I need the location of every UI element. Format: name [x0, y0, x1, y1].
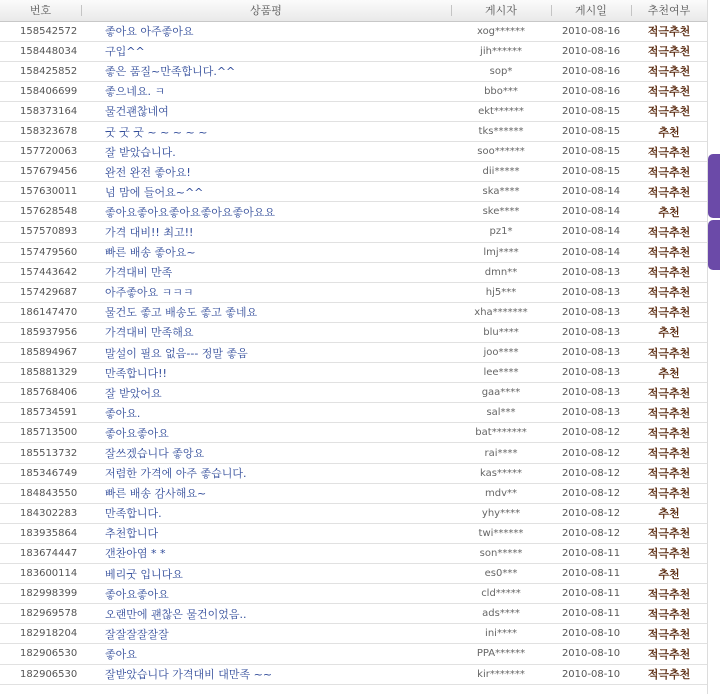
- table-row: [0, 644, 707, 664]
- review-number: 158425852: [0, 61, 81, 81]
- side-tab-bottom[interactable]: [708, 220, 720, 270]
- review-date: 2010-08-13: [551, 343, 631, 363]
- review-number: 185713500: [0, 423, 81, 443]
- review-number: 158373164: [0, 101, 81, 121]
- review-writer: ska****: [451, 182, 551, 202]
- review-title-link[interactable]: 구입^^: [81, 41, 451, 61]
- recommend-status: 적극추천: [631, 262, 707, 282]
- side-tab-top[interactable]: [708, 154, 720, 218]
- review-date: 2010-08-10: [551, 664, 631, 684]
- review-title-link[interactable]: 빠른 배송 감사해요~: [81, 483, 451, 503]
- review-title-link[interactable]: 갠찬아염 * *: [81, 543, 451, 563]
- review-date: 2010-08-13: [551, 383, 631, 403]
- recommend-status: 적극추천: [631, 101, 707, 121]
- review-date: 2010-08-14: [551, 202, 631, 222]
- review-date: 2010-08-15: [551, 101, 631, 121]
- recommend-status: 적극추천: [631, 423, 707, 443]
- recommend-status: 적극추천: [631, 463, 707, 483]
- table-row: [0, 101, 707, 121]
- review-title-link[interactable]: 잘받았습니다 가격대비 대만족 ~~: [81, 664, 451, 684]
- review-date: 2010-08-12: [551, 443, 631, 463]
- side-tab-group: [708, 154, 720, 272]
- recommend-status: 적극추천: [631, 483, 707, 503]
- review-number: 185734591: [0, 403, 81, 423]
- review-title-link[interactable]: 완전 완전 좋아요!: [81, 162, 451, 182]
- review-title-link[interactable]: 넘 맘에 들어요~^^: [81, 182, 451, 202]
- review-table-body: [0, 21, 707, 684]
- recommend-status: 적극추천: [631, 182, 707, 202]
- table-row: [0, 262, 707, 282]
- review-writer: mdv**: [451, 483, 551, 503]
- review-number: 182969578: [0, 604, 81, 624]
- review-date: 2010-08-12: [551, 503, 631, 523]
- review-number: 157443642: [0, 262, 81, 282]
- table-row: [0, 282, 707, 302]
- table-row: [0, 503, 707, 523]
- review-number: 157628548: [0, 202, 81, 222]
- review-writer: twi******: [451, 523, 551, 543]
- recommend-status: 추천: [631, 564, 707, 584]
- review-writer: xha*******: [451, 302, 551, 322]
- table-row: [0, 61, 707, 81]
- review-number: 183935864: [0, 523, 81, 543]
- review-date: 2010-08-15: [551, 142, 631, 162]
- review-title-link[interactable]: 좋아요.: [81, 403, 451, 423]
- review-number: 185881329: [0, 363, 81, 383]
- review-title-link[interactable]: 굿 굿 굿 ~ ~ ~ ~ ~: [81, 121, 451, 141]
- column-header-number: 번호: [0, 0, 81, 21]
- review-title-link[interactable]: 빠른 배송 좋아요~: [81, 242, 451, 262]
- recommend-status: 적극추천: [631, 81, 707, 101]
- review-date: 2010-08-15: [551, 121, 631, 141]
- table-row: [0, 363, 707, 383]
- review-number: 182918204: [0, 624, 81, 644]
- review-table-header: [0, 0, 707, 21]
- review-writer: lmj****: [451, 242, 551, 262]
- review-number: 157679456: [0, 162, 81, 182]
- review-writer: es0***: [451, 564, 551, 584]
- review-date: 2010-08-12: [551, 483, 631, 503]
- review-writer: ini****: [451, 624, 551, 644]
- review-date: 2010-08-13: [551, 302, 631, 322]
- table-row: [0, 222, 707, 242]
- review-title-link[interactable]: 좋아요: [81, 644, 451, 664]
- review-title-link[interactable]: 베리굿 입니다요: [81, 564, 451, 584]
- review-date: 2010-08-13: [551, 322, 631, 342]
- review-date: 2010-08-10: [551, 644, 631, 664]
- review-writer: sal***: [451, 403, 551, 423]
- review-writer: hj5***: [451, 282, 551, 302]
- review-date: 2010-08-12: [551, 423, 631, 443]
- table-row: [0, 182, 707, 202]
- review-writer: lee****: [451, 363, 551, 383]
- review-date: 2010-08-10: [551, 624, 631, 644]
- review-number: 186147470: [0, 302, 81, 322]
- recommend-status: 적극추천: [631, 162, 707, 182]
- recommend-status: 적극추천: [631, 403, 707, 423]
- review-writer: tks******: [451, 121, 551, 141]
- review-number: 158323678: [0, 121, 81, 141]
- review-writer: kir*******: [451, 664, 551, 684]
- review-date: 2010-08-14: [551, 242, 631, 262]
- table-row: [0, 423, 707, 443]
- recommend-status: 적극추천: [631, 383, 707, 403]
- table-row: [0, 41, 707, 61]
- table-row: [0, 443, 707, 463]
- review-number: 185513732: [0, 443, 81, 463]
- review-date: 2010-08-15: [551, 162, 631, 182]
- column-header-review: 상품평: [81, 0, 451, 21]
- review-title-link[interactable]: 잘 받았습니다.: [81, 142, 451, 162]
- review-number: 182906530: [0, 644, 81, 664]
- review-title-link[interactable]: 말설이 필요 없음--- 정말 좋음: [81, 343, 451, 363]
- table-row: [0, 162, 707, 182]
- recommend-status: 적극추천: [631, 21, 707, 41]
- column-header-writer: 게시자: [451, 0, 551, 21]
- review-number: 157630011: [0, 182, 81, 202]
- review-date: 2010-08-14: [551, 222, 631, 242]
- table-row: [0, 624, 707, 644]
- recommend-status: 적극추천: [631, 543, 707, 563]
- recommend-status: 적극추천: [631, 664, 707, 684]
- review-date: 2010-08-13: [551, 403, 631, 423]
- review-title-link[interactable]: 만족합니다!!: [81, 363, 451, 383]
- review-writer: PPA******: [451, 644, 551, 664]
- review-title-link[interactable]: 좋아요좋아요: [81, 423, 451, 443]
- review-writer: yhy****: [451, 503, 551, 523]
- review-writer: ads****: [451, 604, 551, 624]
- review-title-link[interactable]: 좋으네요. ㅋ: [81, 81, 451, 101]
- review-title-link[interactable]: 추천합니다: [81, 523, 451, 543]
- review-number: 183600114: [0, 564, 81, 584]
- table-row: [0, 81, 707, 101]
- review-title-link[interactable]: 좋아요 아주좋아요: [81, 21, 451, 41]
- recommend-status: 적극추천: [631, 242, 707, 262]
- table-row: [0, 523, 707, 543]
- review-number: 157479560: [0, 242, 81, 262]
- recommend-status: 적극추천: [631, 222, 707, 242]
- header-row: [0, 0, 707, 21]
- review-title-link[interactable]: 물건괜찮네여: [81, 101, 451, 121]
- table-row: [0, 322, 707, 342]
- review-number: 185346749: [0, 463, 81, 483]
- review-date: 2010-08-14: [551, 182, 631, 202]
- table-row: [0, 403, 707, 423]
- recommend-status: 적극추천: [631, 584, 707, 604]
- review-title-link[interactable]: 좋은 품질~만족합니다.^^: [81, 61, 451, 81]
- table-row: [0, 302, 707, 322]
- table-row: [0, 142, 707, 162]
- review-writer: ekt******: [451, 101, 551, 121]
- review-number: 185768406: [0, 383, 81, 403]
- review-title-link[interactable]: 잘잘잘잘잘잘: [81, 624, 451, 644]
- review-title-link[interactable]: 가격대비 만족해요: [81, 322, 451, 342]
- content-edge-divider: [707, 0, 708, 694]
- review-number: 182906530: [0, 664, 81, 684]
- column-header-date: 게시일: [551, 0, 631, 21]
- table-row: [0, 564, 707, 584]
- review-number: 158448034: [0, 41, 81, 61]
- review-writer: xog******: [451, 21, 551, 41]
- review-date: 2010-08-11: [551, 564, 631, 584]
- table-row: [0, 483, 707, 503]
- review-date: 2010-08-12: [551, 463, 631, 483]
- review-title-link[interactable]: 아주좋아요 ㅋㅋㅋ: [81, 282, 451, 302]
- review-writer: cld*****: [451, 584, 551, 604]
- recommend-status: 적극추천: [631, 523, 707, 543]
- review-title-link[interactable]: 잘 받았어요: [81, 383, 451, 403]
- table-row: [0, 543, 707, 563]
- review-title-link[interactable]: 만족합니다.: [81, 503, 451, 523]
- recommend-status: 적극추천: [631, 343, 707, 363]
- recommend-status: 추천: [631, 363, 707, 383]
- recommend-status: 적극추천: [631, 302, 707, 322]
- recommend-status: 적극추천: [631, 41, 707, 61]
- review-date: 2010-08-11: [551, 543, 631, 563]
- review-writer: pz1*: [451, 222, 551, 242]
- review-number: 158542572: [0, 21, 81, 41]
- table-row: [0, 584, 707, 604]
- review-writer: joo****: [451, 343, 551, 363]
- review-writer: gaa****: [451, 383, 551, 403]
- review-date: 2010-08-16: [551, 21, 631, 41]
- table-row: [0, 21, 707, 41]
- review-title-link[interactable]: 저렴한 가격에 아주 좋습니다.: [81, 463, 451, 483]
- review-date: 2010-08-16: [551, 81, 631, 101]
- review-writer: son*****: [451, 543, 551, 563]
- review-writer: sop*: [451, 61, 551, 81]
- review-date: 2010-08-13: [551, 262, 631, 282]
- review-number: 158406699: [0, 81, 81, 101]
- review-number: 157429687: [0, 282, 81, 302]
- review-number: 185894967: [0, 343, 81, 363]
- review-writer: bat*******: [451, 423, 551, 443]
- review-date: 2010-08-11: [551, 604, 631, 624]
- review-number: 185937956: [0, 322, 81, 342]
- recommend-status: 적극추천: [631, 443, 707, 463]
- recommend-status: 적극추천: [631, 644, 707, 664]
- table-row: [0, 242, 707, 262]
- review-number: 184302283: [0, 503, 81, 523]
- table-row: [0, 463, 707, 483]
- review-number: 184843550: [0, 483, 81, 503]
- review-writer: blu****: [451, 322, 551, 342]
- recommend-status: 추천: [631, 202, 707, 222]
- review-number: 157570893: [0, 222, 81, 242]
- review-title-link[interactable]: 좋아요좋아요: [81, 584, 451, 604]
- review-writer: dii*****: [451, 162, 551, 182]
- review-number: 182998399: [0, 584, 81, 604]
- recommend-status: 적극추천: [631, 61, 707, 81]
- recommend-status: 추천: [631, 121, 707, 141]
- review-writer: soo******: [451, 142, 551, 162]
- review-writer: ske****: [451, 202, 551, 222]
- review-title-link[interactable]: 물건도 좋고 배송도 좋고 좋네요: [81, 302, 451, 322]
- recommend-status: 적극추천: [631, 604, 707, 624]
- review-number: 157720063: [0, 142, 81, 162]
- review-title-link[interactable]: 좋아요좋아요좋아요좋아요좋아요요: [81, 202, 451, 222]
- review-date: 2010-08-16: [551, 61, 631, 81]
- recommend-status: 적극추천: [631, 142, 707, 162]
- review-title-link[interactable]: 오랜만에 괜찮은 물건이었음..: [81, 604, 451, 624]
- review-title-link[interactable]: 잘쓰겠습니다 좋앙요: [81, 443, 451, 463]
- table-row: [0, 121, 707, 141]
- review-writer: bbo***: [451, 81, 551, 101]
- review-title-link[interactable]: 가격 대비!! 최고!!: [81, 222, 451, 242]
- recommend-status: 추천: [631, 503, 707, 523]
- column-header-recommend: 추천여부: [631, 0, 707, 21]
- review-number: 183674447: [0, 543, 81, 563]
- review-date: 2010-08-13: [551, 363, 631, 383]
- review-date: 2010-08-16: [551, 41, 631, 61]
- recommend-status: 적극추천: [631, 282, 707, 302]
- review-writer: dmn**: [451, 262, 551, 282]
- review-writer: jih******: [451, 41, 551, 61]
- review-writer: rai****: [451, 443, 551, 463]
- table-row: [0, 202, 707, 222]
- table-row: [0, 664, 707, 684]
- recommend-status: 추천: [631, 322, 707, 342]
- table-row: [0, 343, 707, 363]
- recommend-status: 적극추천: [631, 624, 707, 644]
- review-date: 2010-08-11: [551, 584, 631, 604]
- review-writer: kas*****: [451, 463, 551, 483]
- review-date: 2010-08-13: [551, 282, 631, 302]
- review-date: 2010-08-12: [551, 523, 631, 543]
- review-title-link[interactable]: 가격대비 만족: [81, 262, 451, 282]
- table-row: [0, 604, 707, 624]
- table-row: [0, 383, 707, 403]
